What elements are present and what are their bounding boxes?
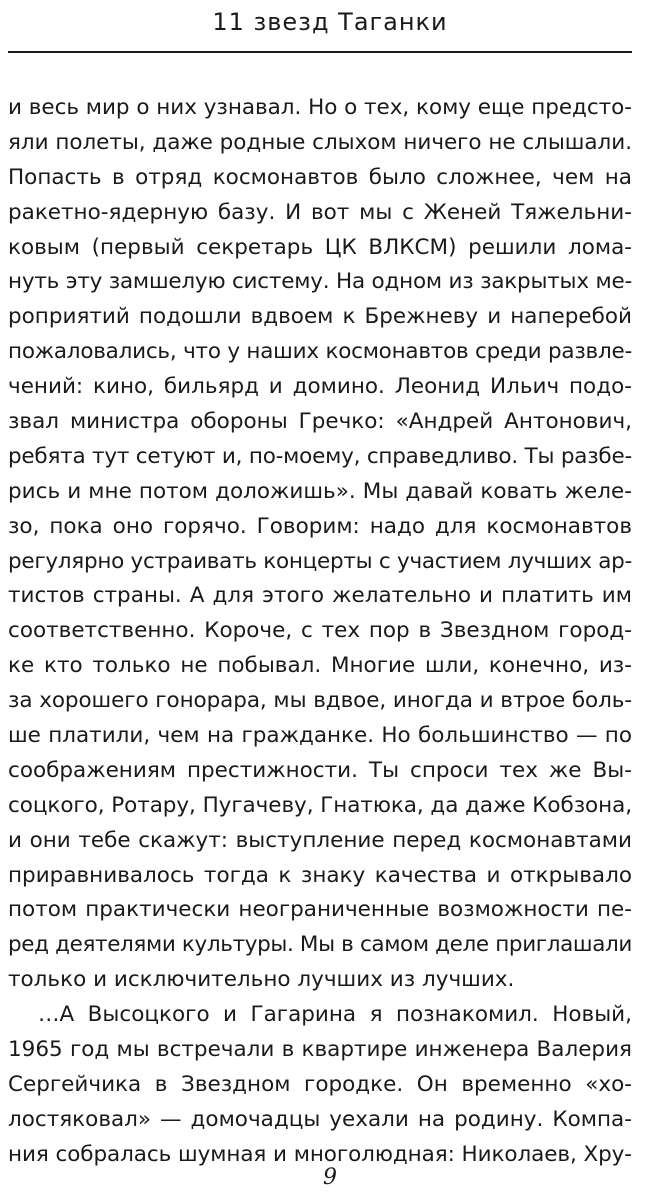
running-title: 11 звезд Таганки xyxy=(212,8,448,36)
text-line: и они тебе скажут: выступление перед космонавтами xyxy=(8,827,632,853)
text-line: Попасть в отряд космонавтов было сложнее, чем на xyxy=(8,164,632,190)
text-line: ребята тут сетуют и, по-моему, справедливо. Ты разбе- xyxy=(8,443,632,469)
text-line: ковым (первый секретарь ЦК ВЛКСМ) решили лома- xyxy=(8,234,632,260)
page-number: 9 xyxy=(323,1165,337,1190)
text-line: рись и мне потом доложишь». Мы давай ковать желе- xyxy=(8,478,632,504)
header-rule xyxy=(8,51,632,53)
text-line: ше платили, чем на гражданке. Но большинство — по xyxy=(8,723,632,749)
text-line: соображениям престижности. Ты спроси тех же Вы- xyxy=(8,757,632,783)
text-line: и весь мир о них узнавал. Но о тех, кому еще предсто- xyxy=(8,95,632,120)
text-line: чений: кино, бильярд и домино. Леонид Ильич подо- xyxy=(8,374,632,400)
text-line: регулярно устраивать концерты с участием лучших ар- xyxy=(8,548,632,574)
text-line: зо, пока оно горячо. Говорим: надо для космонавтов xyxy=(8,513,632,539)
text-line: пожаловались, что у наших космонавтов среди развле- xyxy=(8,339,632,365)
text-line: ракетно-ядерную базу. И вот мы с Женей Тяжельни- xyxy=(8,199,632,225)
text-line: ке кто только не побывал. Многие шли, конечно, из- xyxy=(8,653,632,679)
text-line: ния собралась шумная и многолюдная: Николаев, Хру- xyxy=(8,1141,632,1167)
text-line: …А Высоцкого и Гагарина я познакомил. Новый, xyxy=(38,1002,632,1028)
text-line: соответственно. Короче, с тех пор в Звездном город- xyxy=(8,618,632,644)
text-line: роприятий подошли вдвоем к Брежневу и наперебой xyxy=(8,304,632,330)
text-line: Сергейчика в Звездном городке. Он временно «хо- xyxy=(8,1071,632,1097)
text-line: ред деятелями культуры. Мы в самом деле приглашали xyxy=(8,932,633,958)
text-line: соцкого, Ротару, Пугачеву, Гнатюка, да даже Кобзона, xyxy=(8,792,632,818)
text-line: тистов страны. А для этого желательно и платить им xyxy=(8,583,632,609)
text-line: нуть эту замшелую систему. На одном из закрытых ме- xyxy=(8,269,633,295)
body-text xyxy=(8,91,632,1173)
text-line: лостяковал» — домочадцы уехали на родину. Компа- xyxy=(8,1106,632,1132)
text-line: 1965 год мы встречали в квартире инженера Валерия xyxy=(8,1037,632,1063)
text-line: яли полеты, даже родные слыхом ничего не слышали. xyxy=(8,129,632,155)
text-line: потом практически неограниченные возможности пе- xyxy=(8,897,632,923)
text-line: звал министра обороны Гречко: «Андрей Антонович, xyxy=(8,409,632,435)
text-line: за хорошего гонорара, мы вдвое, иногда и втрое боль- xyxy=(8,688,633,714)
text-line: только и исключительно лучших из лучших. xyxy=(8,967,515,993)
text-line: приравнивалось тогда к знаку качества и открывало xyxy=(8,862,632,888)
